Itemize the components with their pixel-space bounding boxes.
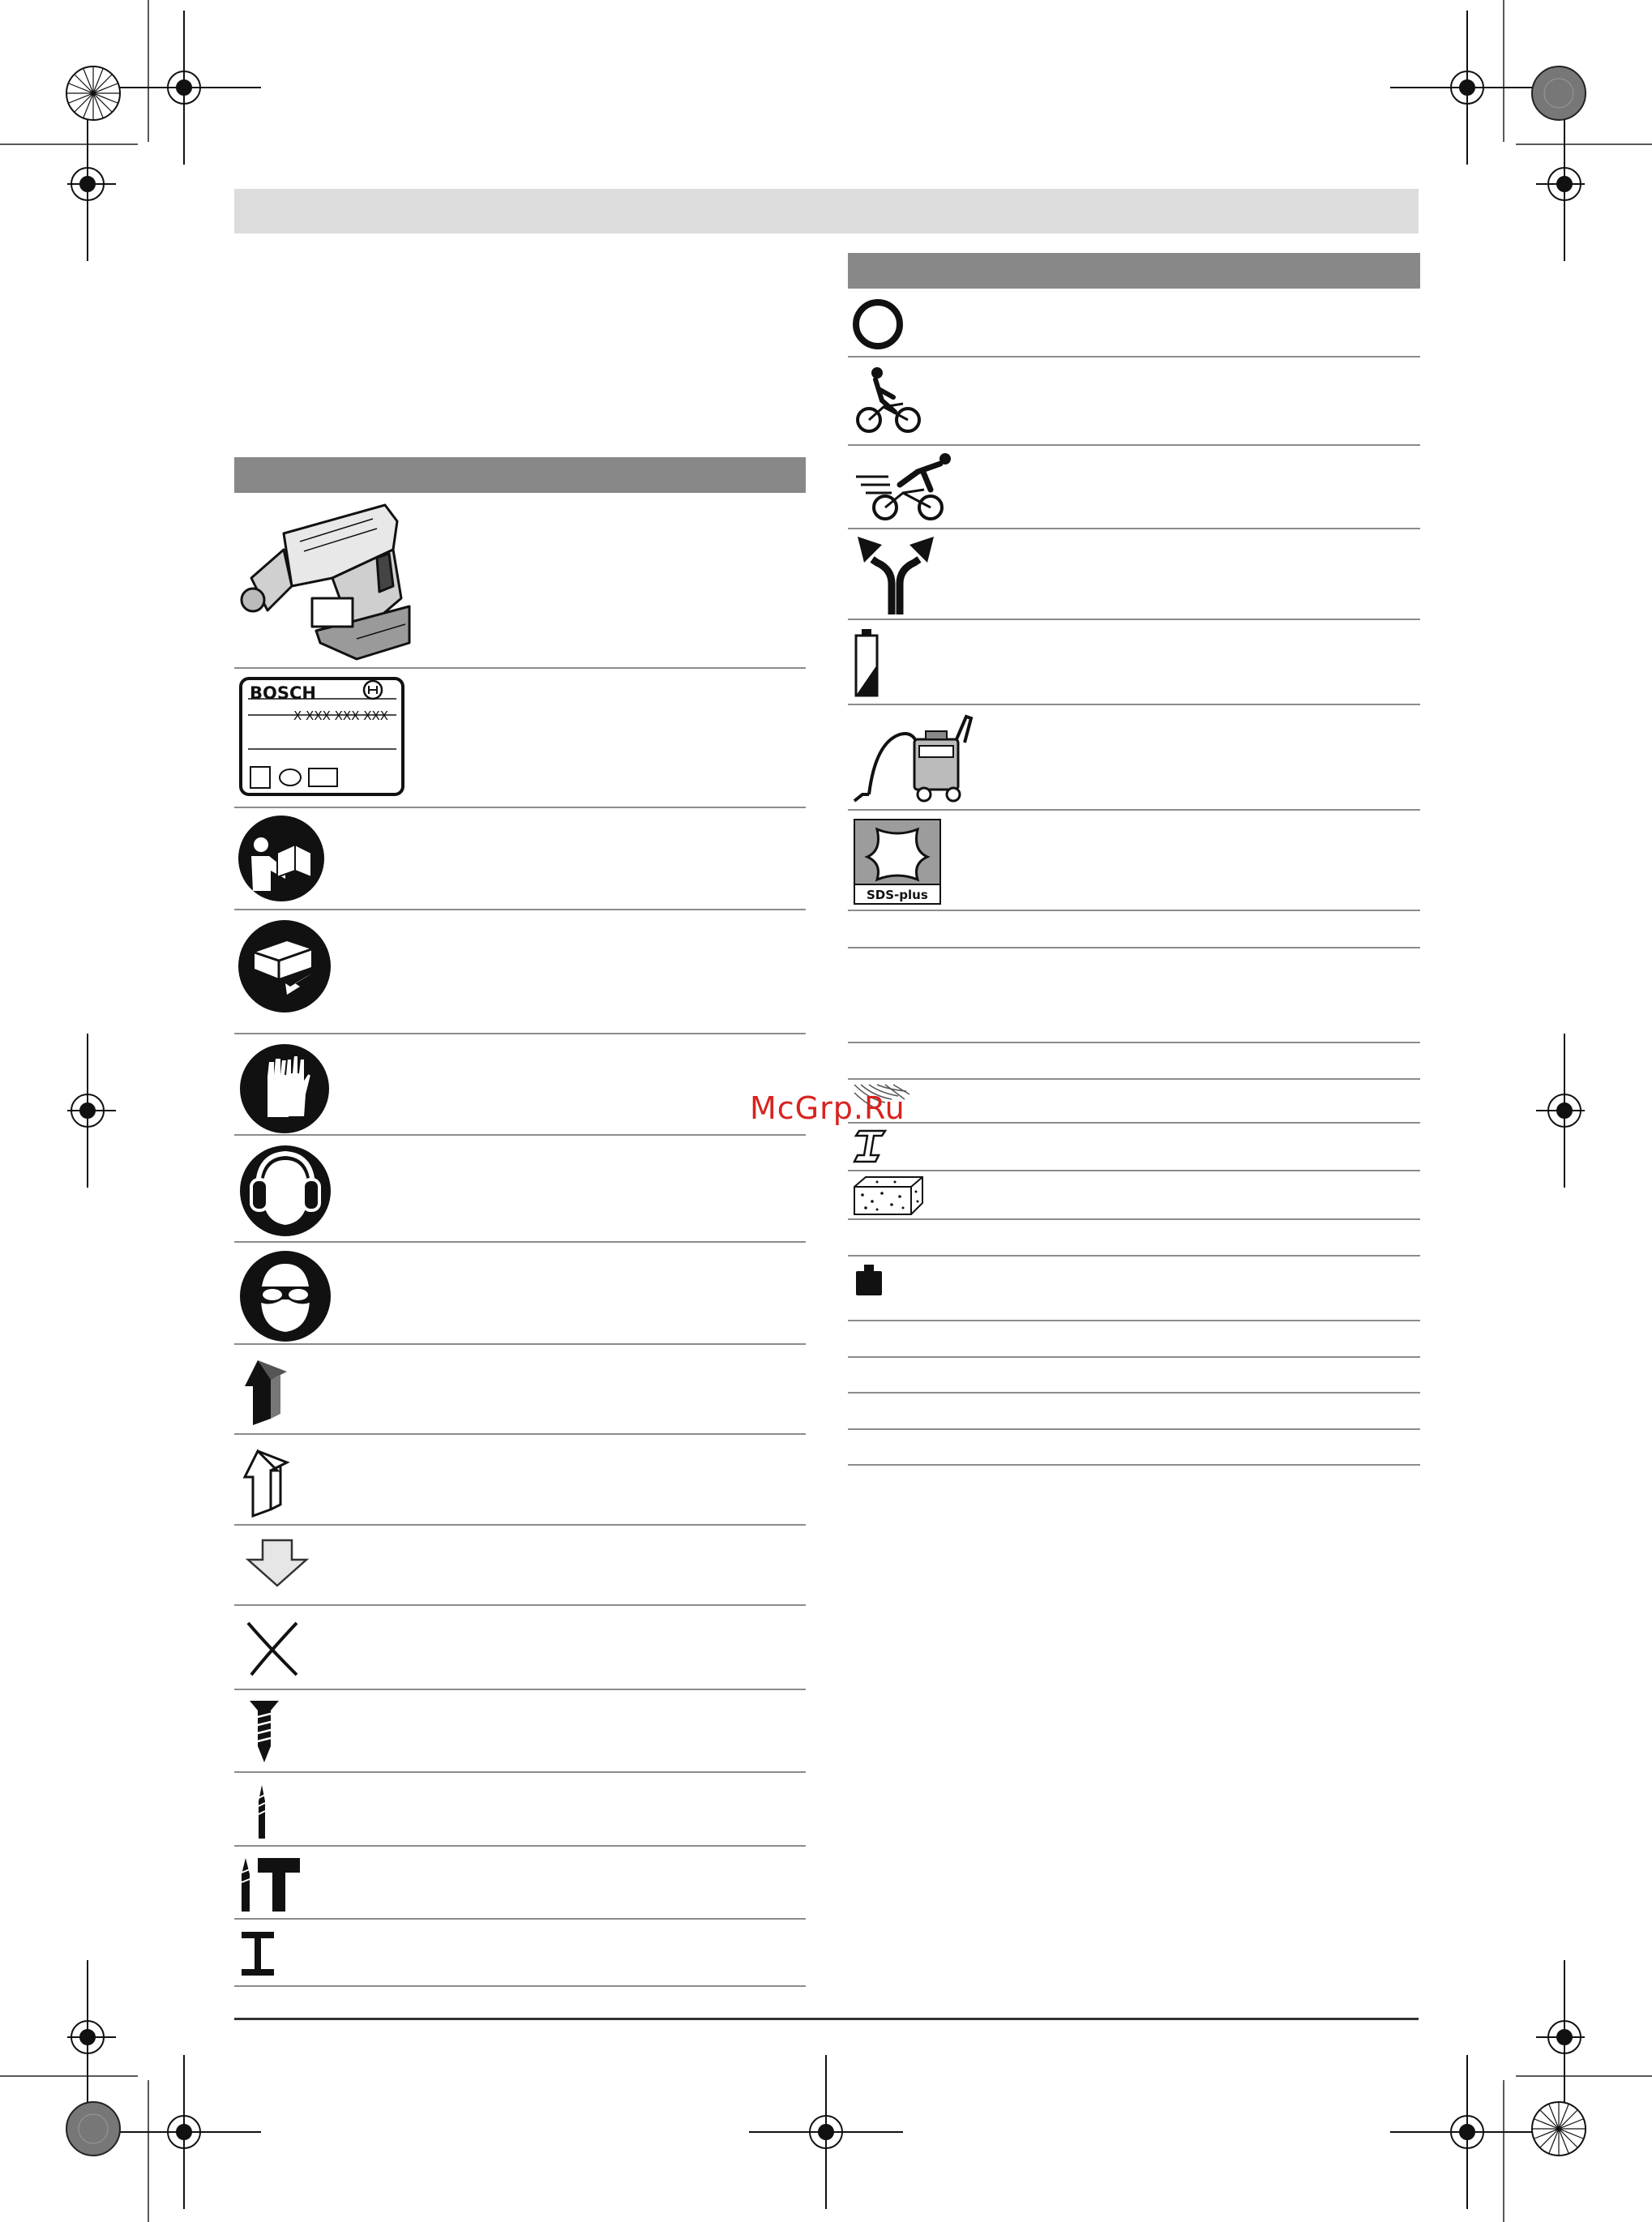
- left-row-divider: [234, 1604, 806, 1606]
- left-row-divider: [234, 1845, 806, 1847]
- right-row-divider: [848, 1042, 1420, 1043]
- hammer-drill-product-icon: [235, 501, 417, 663]
- left-row-divider: [234, 1985, 806, 1987]
- right-row-divider: [848, 1218, 1420, 1220]
- left-row-divider: [234, 1524, 806, 1526]
- right-row-divider: [848, 528, 1420, 529]
- arrow-up-outline-icon: [242, 1448, 293, 1518]
- nameplate-serial: X XXX XXX XXX: [293, 709, 389, 723]
- fork-arrow-icon: [853, 535, 939, 616]
- right-row-divider: [848, 910, 1420, 911]
- right-row-divider: [848, 1170, 1420, 1171]
- cross-icon: [243, 1618, 302, 1678]
- dust-extractor-icon: [851, 710, 978, 804]
- arrow-down-gray-icon: [245, 1537, 310, 1589]
- left-row-divider: [234, 1033, 806, 1034]
- watermark: McGrp.Ru: [750, 1090, 905, 1126]
- left-row-divider: [234, 1343, 806, 1345]
- right-row-divider: [848, 1464, 1420, 1466]
- sds-plus-icon: [853, 818, 942, 905]
- left-row-divider: [234, 1689, 806, 1690]
- right-row-divider: [848, 1392, 1420, 1394]
- concrete-icon: [853, 1175, 924, 1216]
- arrow-up-filled-icon: [242, 1357, 293, 1427]
- right-row-divider: [848, 704, 1420, 705]
- right-row-divider: [848, 809, 1420, 811]
- right-row-divider: [848, 444, 1420, 446]
- eye-protection-icon: [238, 1249, 332, 1343]
- header-band: [234, 189, 1419, 233]
- screw-icon: [248, 1699, 280, 1764]
- hammer-drill-icon: [240, 1855, 302, 1913]
- right-row-divider: [848, 1078, 1420, 1080]
- left-row-divider: [234, 1433, 806, 1435]
- left-row-divider: [234, 1241, 806, 1243]
- right-row-divider: [848, 356, 1420, 357]
- circle-icon: [851, 298, 905, 351]
- right-row-divider: [848, 1122, 1420, 1124]
- nameplate-brand: BOSCH: [250, 683, 316, 703]
- right-row-divider: [848, 1356, 1420, 1358]
- right-column-header-bar: [848, 253, 1420, 289]
- chisel-icon: [240, 1930, 276, 1977]
- left-row-divider: [234, 1918, 806, 1920]
- right-row-divider: [848, 1428, 1420, 1430]
- sds-plus-label: SDS-plus: [867, 888, 928, 902]
- ear-protection-icon: [238, 1144, 332, 1238]
- drill-bit-icon: [254, 1782, 270, 1840]
- battery-remove-icon: [237, 918, 332, 1014]
- left-column-header-bar: [234, 457, 806, 493]
- right-row-divider: [848, 1320, 1420, 1321]
- cyclist-fast-icon: [853, 452, 953, 522]
- weight-icon: [854, 1263, 884, 1297]
- nameplate-icon: [238, 676, 406, 798]
- battery-level-icon: [854, 627, 879, 699]
- left-row-divider: [234, 1771, 806, 1773]
- read-manual-icon: [237, 814, 326, 903]
- right-row-divider: [848, 619, 1420, 620]
- right-row-divider: [848, 1255, 1420, 1257]
- gloves-icon: [238, 1042, 331, 1135]
- left-row-divider: [234, 909, 806, 910]
- left-row-divider: [234, 807, 806, 808]
- left-row-divider: [234, 667, 806, 669]
- steel-beam-icon: [853, 1128, 888, 1165]
- footer-rule: [234, 2018, 1419, 2020]
- right-row-divider: [848, 947, 1420, 948]
- cyclist-slow-icon: [854, 365, 924, 435]
